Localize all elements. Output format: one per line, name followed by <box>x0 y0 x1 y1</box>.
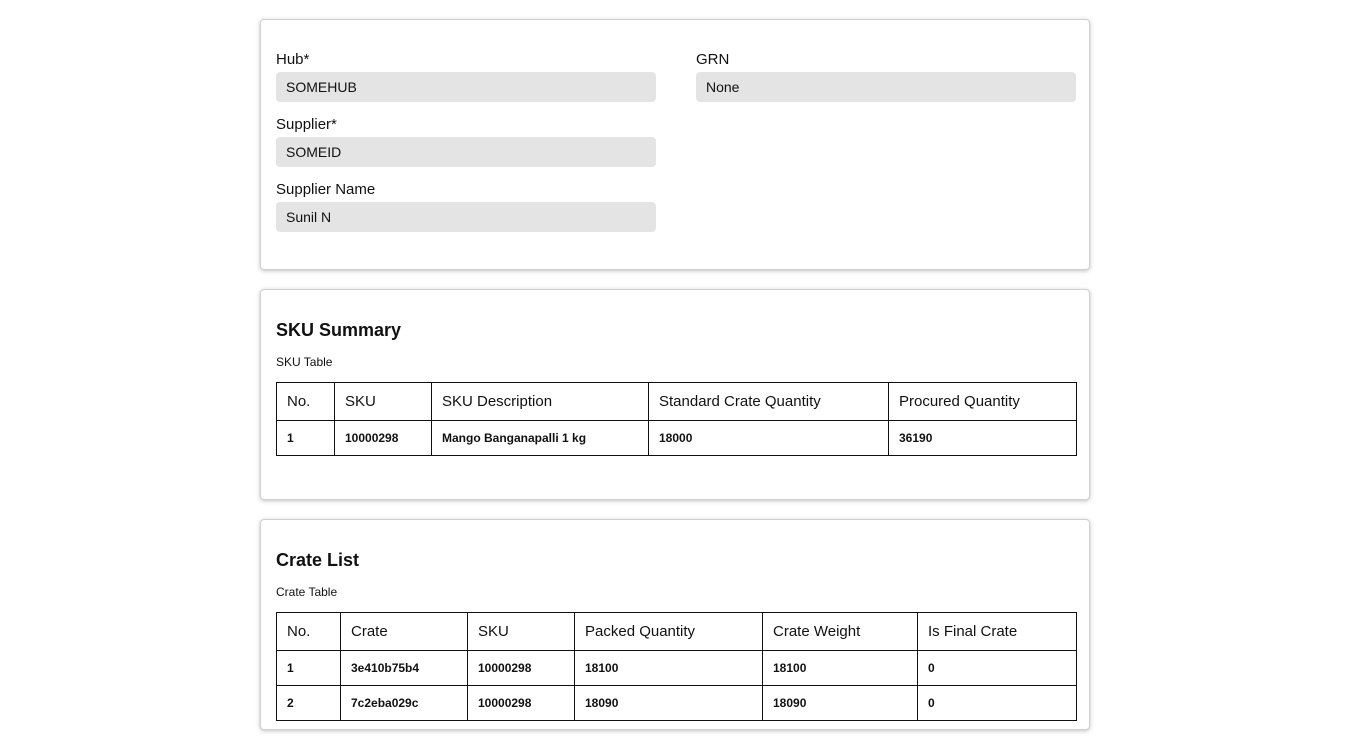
cell-is-final-crate: 0 <box>918 686 1077 721</box>
col-header-crate: Crate <box>341 613 468 651</box>
col-header-sku: SKU <box>335 383 432 421</box>
hub-input[interactable]: SOMEHUB <box>276 72 656 102</box>
sku-summary-card <box>260 289 1090 500</box>
grn-label: GRN <box>696 51 730 68</box>
cell-sku-description: Mango Banganapalli 1 kg <box>432 421 649 456</box>
crate-table-caption: Crate Table <box>276 585 338 599</box>
supplier-input[interactable]: SOMEID <box>276 137 656 167</box>
supplier-label: Supplier* <box>276 116 337 133</box>
col-header-no: No. <box>277 383 335 421</box>
hub-label: Hub* <box>276 51 310 68</box>
cell-procured-quantity: 36190 <box>889 421 1077 456</box>
cell-sku: 10000298 <box>335 421 432 456</box>
sku-summary-title: SKU Summary <box>276 320 402 340</box>
cell-standard-crate-quantity: 18000 <box>649 421 889 456</box>
col-header-is-final-crate: Is Final Crate <box>918 613 1077 651</box>
cell-crate-weight: 18100 <box>763 651 918 686</box>
hub-field <box>276 51 656 102</box>
cell-no: 1 <box>277 651 341 686</box>
supplier-name-input[interactable]: Sunil N <box>276 202 656 232</box>
table-row <box>277 421 1077 456</box>
grn-field <box>696 51 1076 102</box>
cell-packed-quantity: 18090 <box>575 686 763 721</box>
col-header-procured-quantity: Procured Quantity <box>889 383 1077 421</box>
table-row <box>277 651 1077 686</box>
supplier-field <box>276 116 656 167</box>
cell-is-final-crate: 0 <box>918 651 1077 686</box>
cell-no: 2 <box>277 686 341 721</box>
crate-table <box>276 612 1077 721</box>
cell-crate: 7c2eba029c <box>341 686 468 721</box>
col-header-standard-crate-quantity: Standard Crate Quantity <box>649 383 889 421</box>
supplier-name-label: Supplier Name <box>276 181 376 198</box>
cell-crate-weight: 18090 <box>763 686 918 721</box>
col-header-crate-weight: Crate Weight <box>763 613 918 651</box>
crate-table-header-row <box>277 613 1077 651</box>
sku-table-header-row <box>277 383 1077 421</box>
col-header-packed-quantity: Packed Quantity <box>575 613 763 651</box>
grn-input[interactable]: None <box>696 72 1076 102</box>
col-header-no: No. <box>277 613 341 651</box>
col-header-sku: SKU <box>468 613 575 651</box>
crate-list-title: Crate List <box>276 550 360 570</box>
sku-table-caption: SKU Table <box>276 355 333 369</box>
cell-no: 1 <box>277 421 335 456</box>
cell-crate: 3e410b75b4 <box>341 651 468 686</box>
crate-list-card <box>260 519 1090 730</box>
supplier-details-card <box>260 19 1090 270</box>
cell-sku: 10000298 <box>468 686 575 721</box>
table-row <box>277 686 1077 721</box>
sku-table <box>276 382 1077 456</box>
supplier-name-field <box>276 181 656 232</box>
col-header-sku-description: SKU Description <box>432 383 649 421</box>
cell-packed-quantity: 18100 <box>575 651 763 686</box>
cell-sku: 10000298 <box>468 651 575 686</box>
